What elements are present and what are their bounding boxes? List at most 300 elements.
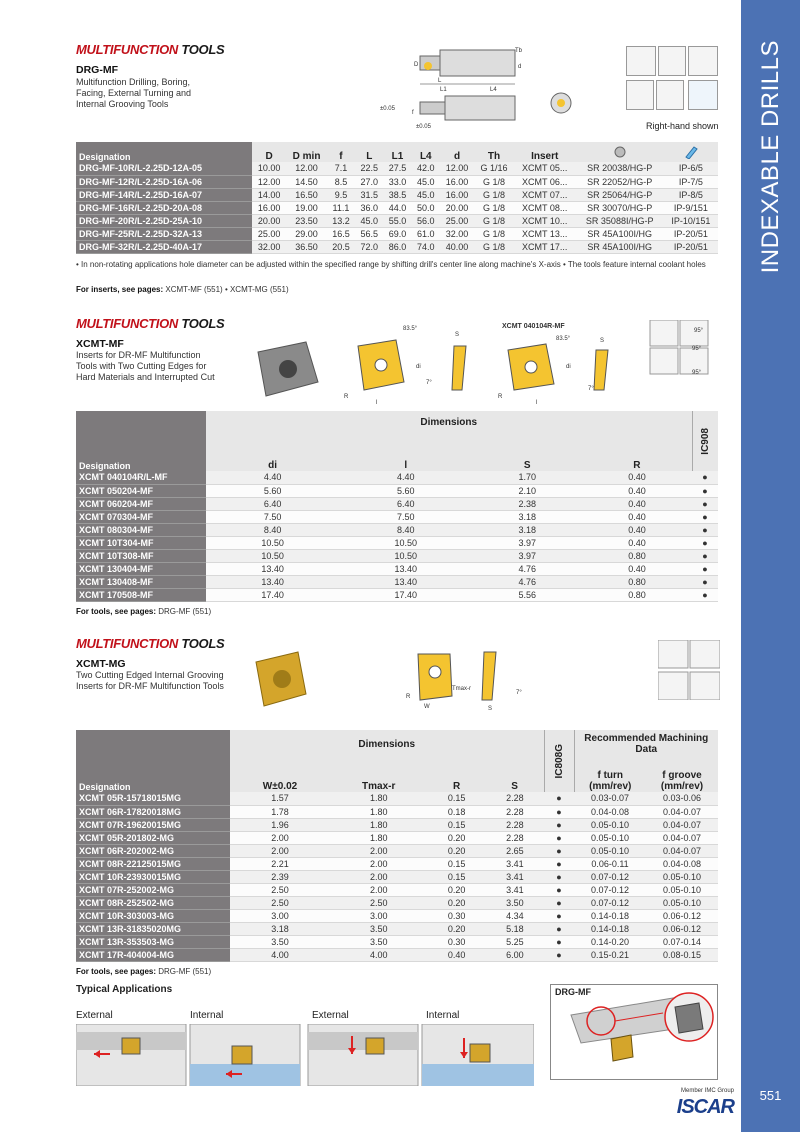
drg-mf-row [76, 188, 718, 201]
svg-text:D: D [414, 62, 419, 68]
drg-mf-cell: XCMT 07... [514, 188, 576, 201]
drg-mf-cell: 45.0 [412, 188, 440, 201]
xcmt-mf-cell: 4.76 [472, 562, 582, 575]
xcmt-mg-cell: 0.07-0.12 [574, 883, 646, 896]
xcmt-mg-designation: XCMT 10R-23930015MG [76, 870, 230, 883]
drg-mf-cell: 10.00 [252, 162, 286, 175]
xcmt-mf-row [76, 484, 718, 497]
xcmt-mg-row [76, 909, 718, 922]
xcmt-mg-row [76, 948, 718, 961]
xcmt-mg-cell: 0.05-0.10 [574, 831, 646, 844]
xcmt-mf-row [76, 549, 718, 562]
xcmt-mg-cell: 3.50 [330, 935, 427, 948]
sidebar [741, 0, 800, 1132]
xcmt-mf-cell: 2.10 [472, 484, 582, 497]
drg-mf-cell: 72.0 [355, 240, 383, 253]
drg-mf-cell: 19.00 [286, 201, 327, 214]
xcmt-mg-cell: ● [544, 909, 574, 922]
drg-mf-cell: IP-20/51 [664, 227, 718, 240]
screw-icon [613, 145, 627, 159]
drg-mf-cell: SR 45A100I/HG [576, 240, 664, 253]
drg-mf-cell: G 1/8 [474, 214, 514, 227]
xcmt-mg-cell: ● [544, 818, 574, 831]
xcmt-mf-cell: 6.40 [339, 497, 472, 510]
xcmt-mg-row [76, 831, 718, 844]
xcmt-mg-row [76, 896, 718, 909]
svg-text:S: S [488, 706, 493, 712]
xcmt-mg-designation: XCMT 10R-303003-MG [76, 909, 230, 922]
xcmt-mg-cell: 0.04-0.07 [646, 844, 718, 857]
drg-mf-cell: SR 45A100I/HG [576, 227, 664, 240]
xcmt-mg-cell: 0.20 [427, 896, 485, 909]
drg-mf-cell: 27.0 [355, 175, 383, 188]
xcmt-mf-cell: 2.38 [472, 497, 582, 510]
xcmt-mg-cell: 2.50 [330, 896, 427, 909]
xcmt-mg-cell: ● [544, 922, 574, 935]
section1-title: MULTIFUNCTION TOOLS [76, 42, 225, 57]
xcmt-mf-cell: 3.18 [472, 510, 582, 523]
svg-text:83.5°: 83.5° [403, 326, 418, 332]
xcmt-mg-cell: 0.20 [427, 844, 485, 857]
drg-mf-cell: 86.0 [383, 240, 411, 253]
drg-mf-designation: DRG-MF-32R/L-2.25D-40A-17 [76, 240, 252, 253]
svg-text:±0.05: ±0.05 [380, 106, 395, 112]
drg-mf-cell: IP-8/5 [664, 188, 718, 201]
svg-text:L4: L4 [490, 87, 497, 93]
xcmt-mg-cell: 1.80 [330, 831, 427, 844]
drg-mf-cell: 20.00 [440, 201, 474, 214]
drg-mf-cell: XCMT 08... [514, 201, 576, 214]
xcmt-mg-cell: ● [544, 870, 574, 883]
drg-mf-cell: IP-6/5 [664, 162, 718, 175]
xcmt-mg-cell: 0.14-0.18 [574, 922, 646, 935]
xcmt-mf-cell: 5.56 [472, 588, 582, 601]
drg-mf-table: Designation D D min f L L1 L4 d Th Insert DRG-MF-10R/L-2.25D-12A-05 10.00 12.00 7.1 22.5 27.5 42.0 12.00 G 1/16 XCMT 05... SR 20038/HG-P IP-6/5 DRG-MF-12R/L-2.25D-16A-06 12.00 14.50 8.5 27.0 33.0 45.0 16.00 G 1/8 XCMT 06... SR 22052/HG-P IP-7/5 DRG-MF-14R/L-2.25D-16A-07 14.00 16.50 9.5 31.5 38.5 45.0 16.00 G 1/8 XCMT 07... SR 25064/HG-P IP-8/5 DRG-MF-16R/L-2.25D-20A-08 16.00 19.00 11.1 36.0 44.0 50.0 20.00 G 1/8 XCMT 08... SR 30070/HG-P IP-9/151 DRG-MF-20R/L-2.25D-25A-10 20.00 23.50 13.2 45.0 55.0 56.0 25.00 G 1/8 XCMT 10... SR 35088I/HG-P IP-10/151 DRG-MF-25R/L-2.25D-32A-13 25.00 29.00 16.5 56.5 69.0 61.0 32.00 G 1/8 XCMT 13... SR 45A100I/HG IP-20/51 DRG-MF-32R/L-2.25D-40A-17 32.00 36.50 20.5 72.0 86.0 74.0 40.00 G 1/8 XCMT 17... SR 45A100I/HG IP-20/51 [76, 142, 718, 254]
xcmt-mf-cell: 6.40 [206, 497, 339, 510]
xcmt-mg-cell: 2.21 [230, 857, 330, 870]
xcmt-mf-designation: XCMT 040104R/L-MF [76, 471, 206, 484]
xcmt-mf-cell: 0.80 [582, 588, 692, 601]
xcmt-mg-cell: 0.20 [427, 922, 485, 935]
xcmt-mg-cell: 0.03-0.07 [574, 792, 646, 805]
drill-end-view [550, 92, 572, 114]
drg-mf-cell: 12.00 [286, 162, 327, 175]
xcmt-mf-cell: ● [692, 588, 718, 601]
drg-mf-designation: DRG-MF-12R/L-2.25D-16A-06 [76, 175, 252, 188]
xcmt-mg-cell: 3.00 [330, 909, 427, 922]
drg-mf-cell: 32.00 [252, 240, 286, 253]
drg-mf-cell: 20.5 [327, 240, 355, 253]
svg-text:S: S [455, 332, 460, 338]
xcmt-mg-cell: 1.80 [330, 818, 427, 831]
xcmt-mg-designation: XCMT 13R-31835020MG [76, 922, 230, 935]
xcmt-mf-designation: XCMT 130408-MF [76, 575, 206, 588]
xcmt-mf-row [76, 510, 718, 523]
svg-text:l: l [536, 400, 538, 404]
svg-text:d: d [518, 64, 522, 70]
drg-mf-cell: SR 25064/HG-P [576, 188, 664, 201]
xcmt-mf-cell: 17.40 [206, 588, 339, 601]
xcmt-mf-cell: 10.50 [206, 549, 339, 562]
xcmt-mg-row [76, 870, 718, 883]
section3-app-icons [658, 640, 720, 700]
xcmt-mg-cell: 0.05-0.10 [646, 896, 718, 909]
section3-title: MULTIFUNCTION TOOLS [76, 636, 225, 651]
xcmt-mg-cell: 3.41 [486, 883, 544, 896]
drg-mf-designation: DRG-MF-16R/L-2.25D-20A-08 [76, 201, 252, 214]
drg-mf-cell: 44.0 [383, 201, 411, 214]
drg-mf-cell: 11.1 [327, 201, 355, 214]
xcmt-mf-cell: 3.97 [472, 536, 582, 549]
xcmt-mf-cell: 5.60 [339, 484, 472, 497]
typical-applications-title: Typical Applications [76, 984, 173, 995]
key-icon [684, 145, 698, 159]
xcmt-mg-cell: 2.00 [330, 870, 427, 883]
drg-mf-cell: 12.00 [252, 175, 286, 188]
xcmt-mg-cell: 3.18 [230, 922, 330, 935]
drg-mf-cell: 16.00 [252, 201, 286, 214]
application-icons [626, 46, 718, 120]
drg-mf-callout-label: DRG-MF [555, 987, 591, 997]
drg-mf-cell: 16.00 [440, 188, 474, 201]
drg-mf-designation: DRG-MF-20R/L-2.25D-25A-10 [76, 214, 252, 227]
drg-mf-row [76, 175, 718, 188]
drg-mf-cell: 50.0 [412, 201, 440, 214]
xcmt-mg-designation: XCMT 13R-353503-MG [76, 935, 230, 948]
right-hand-note: Right-hand shown [646, 121, 719, 131]
svg-text:di: di [566, 364, 571, 370]
xcmt-mg-cell: 3.41 [486, 870, 544, 883]
xcmt-mf-cell: 0.40 [582, 523, 692, 536]
xcmt-mf-cell: 17.40 [339, 588, 472, 601]
drg-mf-cell: 56.0 [412, 214, 440, 227]
xcmt-mg-cell: 5.25 [486, 935, 544, 948]
xcmt-mg-cell: 0.04-0.08 [574, 805, 646, 818]
xcmt-mg-cell: 6.00 [486, 948, 544, 961]
insert-mf-drawing [340, 320, 710, 404]
drg-mf-cell: 40.00 [440, 240, 474, 253]
section3-product: XCMT-MG [76, 658, 126, 670]
xcmt-mg-row [76, 844, 718, 857]
drg-mf-cell: 45.0 [412, 175, 440, 188]
xcmt-mg-cell: ● [544, 935, 574, 948]
drg-mf-designation: DRG-MF-10R/L-2.25D-12A-05 [76, 162, 252, 175]
xcmt-mg-cell: 0.15 [427, 818, 485, 831]
xcmt-mf-cell: 4.40 [206, 471, 339, 484]
drg-mf-cell: 32.00 [440, 227, 474, 240]
drg-mf-cell: 69.0 [383, 227, 411, 240]
xcmt-mf-cell: ● [692, 523, 718, 536]
xcmt-mf-cell: 10.50 [339, 536, 472, 549]
svg-text:S: S [600, 338, 605, 344]
xcmt-mg-cell: 0.15 [427, 792, 485, 805]
xcmt-mg-table: Designation Dimensions IC808G Recommended Machining Data W±0.02 Tmax-r R S f turn (mm/rev) f groove (mm/rev) XCMT 05R-15718015MG 1.57 1.80 0.15 2.28 ● 0.03-0.07 0.03-0.06 XCMT 06R-17820018MG 1.78 1.80 0.18 2.28 ● 0.04-0.08 0.04-0.07 XCMT 07R-19620015MG 1.96 1.80 0.15 2.28 ● 0.05-0.10 0.04-0.07 XCMT 05R-201802-MG 2.00 1.80 0.20 2.28 ● 0.05-0.10 0.04-0.07 XCMT 06R-202002-MG 2.00 2.00 0.20 2.65 ● 0.05-0.10 0.04-0.07 XCMT 08R-22125015MG 2.21 2.00 0.15 3.41 ● 0.06-0.11 0.04-0.08 XCMT 10R-23930015MG 2.39 2.00 0.15 3.41 ● 0.07-0.12 0.05-0.10 XCMT 07R-252002-MG 2.50 2.00 0.20 3.41 ● 0.07-0.12 0.05-0.10 XCMT 08R-252502-MG 2.50 2.50 0.20 3.50 ● 0.07-0.12 0.05-0.10 XCMT 10R-303003-MG 3.00 3.00 0.30 4.34 ● 0.14-0.18 0.06-0.12 XCMT 13R-31835020MG 3.18 3.50 0.20 5.18 ● 0.14-0.18 0.06-0.12 XCMT 13R-353503-MG 3.50 3.50 0.30 5.25 ● 0.14-0.20 0.07-0.14 XCMT 17R-404004-MG 4.00 4.00 0.40 6.00 ● 0.15-0.21 0.08-0.15 [76, 730, 718, 962]
drg-mf-cell: 33.0 [383, 175, 411, 188]
xcmt-mf-cell: 13.40 [339, 575, 472, 588]
xcmt-mg-cell: 0.04-0.07 [646, 818, 718, 831]
svg-text:L: L [438, 78, 442, 84]
drg-mf-cell: XCMT 06... [514, 175, 576, 188]
section3-tool-ref: For tools, see pages: DRG-MF (551) [76, 967, 212, 976]
xcmt-mf-designation: XCMT 060204-MF [76, 497, 206, 510]
drg-mf-cell: 42.0 [412, 162, 440, 175]
drg-mf-cell: 7.1 [327, 162, 355, 175]
drg-mf-cell: IP-20/51 [664, 240, 718, 253]
drg-mf-cell: 9.5 [327, 188, 355, 201]
insert-mf-photo [248, 338, 322, 400]
drg-mf-callout [550, 984, 718, 1080]
svg-text:W: W [424, 704, 430, 710]
xcmt-mf-cell: 8.40 [206, 523, 339, 536]
typical-label-internal-1: Internal [190, 1010, 224, 1021]
xcmt-mf-cell: 4.40 [339, 471, 472, 484]
drg-mf-row [76, 201, 718, 214]
drg-mf-cell: 16.5 [327, 227, 355, 240]
xcmt-mf-cell: ● [692, 510, 718, 523]
xcmt-mg-cell: 2.00 [330, 883, 427, 896]
drg-mf-cell: IP-10/151 [664, 214, 718, 227]
svg-text:83.5°: 83.5° [556, 336, 571, 342]
svg-text:di: di [416, 364, 421, 370]
xcmt-mg-designation: XCMT 08R-252502-MG [76, 896, 230, 909]
xcmt-mg-cell: 0.07-0.12 [574, 896, 646, 909]
drg-mf-cell: 12.00 [440, 162, 474, 175]
xcmt-mg-cell: 4.00 [230, 948, 330, 961]
xcmt-mg-cell: 2.00 [330, 844, 427, 857]
insert-mg-photo [248, 648, 312, 712]
xcmt-mf-cell: ● [692, 497, 718, 510]
svg-text:l: l [376, 400, 378, 404]
drg-mf-cell: 56.5 [355, 227, 383, 240]
xcmt-mg-cell: 2.65 [486, 844, 544, 857]
xcmt-mf-cell: 13.40 [206, 575, 339, 588]
xcmt-mg-cell: 0.06-0.11 [574, 857, 646, 870]
drg-mf-cell: 36.0 [355, 201, 383, 214]
xcmt-mg-designation: XCMT 08R-22125015MG [76, 857, 230, 870]
section2-tool-ref: For tools, see pages: DRG-MF (551) [76, 607, 212, 616]
xcmt-mg-cell: 1.57 [230, 792, 330, 805]
xcmt-mf-cell: 0.80 [582, 549, 692, 562]
svg-text:7°: 7° [426, 380, 432, 386]
xcmt-mg-cell: 2.39 [230, 870, 330, 883]
xcmt-mf-row [76, 471, 718, 484]
svg-text:95°: 95° [692, 346, 702, 352]
xcmt-mg-cell: ● [544, 896, 574, 909]
drg-mf-cell: 8.5 [327, 175, 355, 188]
xcmt-mg-designation: XCMT 17R-404004-MG [76, 948, 230, 961]
xcmt-mg-cell: ● [544, 883, 574, 896]
xcmt-mf-designation: XCMT 080304-MF [76, 523, 206, 536]
xcmt-mg-cell: 2.28 [486, 818, 544, 831]
xcmt-mf-cell: 0.40 [582, 510, 692, 523]
xcmt-mf-cell: 3.18 [472, 523, 582, 536]
xcmt-mf-designation: XCMT 050204-MF [76, 484, 206, 497]
drg-mf-cell: XCMT 17... [514, 240, 576, 253]
drg-mf-cell: SR 35088I/HG-P [576, 214, 664, 227]
drg-mf-cell: SR 30070/HG-P [576, 201, 664, 214]
xcmt-mf-cell: 8.40 [339, 523, 472, 536]
sidebar-title: INDEXABLE DRILLS [756, 40, 784, 274]
xcmt-mg-cell: 3.50 [230, 935, 330, 948]
xcmt-mg-cell: 0.30 [427, 909, 485, 922]
xcmt-mg-cell: 0.07-0.12 [574, 870, 646, 883]
drg-mf-cell: 22.5 [355, 162, 383, 175]
xcmt-mf-cell: 0.40 [582, 484, 692, 497]
xcmt-mg-cell: 2.50 [230, 883, 330, 896]
xcmt-mg-cell: 0.08-0.15 [646, 948, 718, 961]
section1-insert-ref: For inserts, see pages: XCMT-MF (551) • XCMT-MG (551) [76, 285, 289, 294]
xcmt-mg-row [76, 805, 718, 818]
svg-text:95°: 95° [692, 370, 702, 376]
drg-mf-cell: XCMT 10... [514, 214, 576, 227]
xcmt-mg-cell: ● [544, 831, 574, 844]
xcmt-mg-row [76, 857, 718, 870]
xcmt-mg-cell: 1.80 [330, 805, 427, 818]
drg-mf-cell: 27.5 [383, 162, 411, 175]
drg-mf-cell: IP-7/5 [664, 175, 718, 188]
xcmt-mg-cell: 0.05-0.10 [574, 844, 646, 857]
svg-text:R: R [344, 394, 349, 400]
drg-mf-cell: G 1/8 [474, 175, 514, 188]
svg-text:7°: 7° [588, 386, 594, 392]
xcmt-mg-designation: XCMT 06R-202002-MG [76, 844, 230, 857]
drg-mf-cell: XCMT 05... [514, 162, 576, 175]
xcmt-mg-cell: 2.00 [230, 844, 330, 857]
drg-mf-cell: 45.0 [355, 214, 383, 227]
xcmt-mg-row [76, 922, 718, 935]
xcmt-mf-designation: XCMT 130404-MF [76, 562, 206, 575]
drg-mf-cell: G 1/8 [474, 201, 514, 214]
drg-mf-cell: SR 20038/HG-P [576, 162, 664, 175]
xcmt-mg-cell: 2.28 [486, 792, 544, 805]
xcmt-mf-cell: ● [692, 549, 718, 562]
section1-note: • In non-rotating applications hole diameter can be adjusted within the specified range by shifting drill's center line along machine's X-axis • The tools feature internal coolant holes [76, 260, 706, 269]
xcmt-mg-cell: 0.15 [427, 857, 485, 870]
svg-text:R: R [406, 694, 411, 700]
typical-label-external-1: External [76, 1010, 113, 1021]
xcmt-mg-cell: 2.00 [330, 857, 427, 870]
xcmt-mf-cell: ● [692, 484, 718, 497]
xcmt-mg-cell: 2.00 [230, 831, 330, 844]
typical-label-internal-2: Internal [426, 1010, 460, 1021]
xcmt-mf-cell: ● [692, 536, 718, 549]
svg-text:XCMT 040104R-MF: XCMT 040104R-MF [502, 323, 565, 330]
typical-applications-images [76, 1024, 534, 1086]
xcmt-mf-designation: XCMT 170508-MF [76, 588, 206, 601]
drg-mf-cell: 25.00 [252, 227, 286, 240]
xcmt-mg-cell: 0.14-0.20 [574, 935, 646, 948]
xcmt-mg-cell: 4.00 [330, 948, 427, 961]
drg-mf-callout-image [551, 985, 717, 1079]
xcmt-mg-cell: 0.04-0.07 [646, 831, 718, 844]
xcmt-mg-designation: XCMT 05R-201802-MG [76, 831, 230, 844]
xcmt-mf-table: Designation Dimensions IC908 di l S R XCMT 040104R/L-MF 4.40 4.40 1.70 0.40 ● XCMT 050204-MF 5.60 5.60 2.10 0.40 ● XCMT 060204-MF 6.40 6.40 2.38 0.40 ● XCMT 070304-MF 7.50 7.50 3.18 0.40 ● XCMT 080304-MF 8.40 8.40 3.18 0.40 ● XCMT 10T304-MF 10.50 10.50 3.97 0.40 ● XCMT 10T308-MF 10.50 10.50 3.97 0.80 ● XCMT 130404-MF 13.40 13.40 4.76 0.40 ● XCMT 130408-MF 13.40 13.40 4.76 0.80 ● XCMT 170508-MF 17.40 17.40 5.56 0.80 ● [76, 411, 718, 602]
xcmt-mg-designation: XCMT 07R-19620015MG [76, 818, 230, 831]
xcmt-mg-cell: 0.05-0.10 [646, 870, 718, 883]
xcmt-mg-cell: 1.80 [330, 792, 427, 805]
drg-mf-cell: 38.5 [383, 188, 411, 201]
svg-text:L1: L1 [440, 87, 447, 93]
xcmt-mf-row [76, 497, 718, 510]
drg-mf-cell: 16.00 [440, 175, 474, 188]
drg-mf-cell: XCMT 13... [514, 227, 576, 240]
xcmt-mf-cell: 10.50 [339, 549, 472, 562]
drg-mf-cell: 36.50 [286, 240, 327, 253]
xcmt-mg-cell: 3.50 [330, 922, 427, 935]
xcmt-mf-cell: 5.60 [206, 484, 339, 497]
section2-title: MULTIFUNCTION TOOLS [76, 316, 225, 331]
section1-desc: Multifunction Drilling, Boring, Facing, External Turning and Internal Grooving Tools [76, 77, 192, 109]
xcmt-mg-cell: ● [544, 948, 574, 961]
xcmt-mg-designation: XCMT 06R-17820018MG [76, 805, 230, 818]
svg-text:95°: 95° [694, 328, 704, 334]
xcmt-mg-cell: 0.15-0.21 [574, 948, 646, 961]
drg-mf-cell: 23.50 [286, 214, 327, 227]
xcmt-mg-cell: 0.03-0.06 [646, 792, 718, 805]
xcmt-mg-cell: 0.05-0.10 [574, 818, 646, 831]
drg-mf-row [76, 227, 718, 240]
xcmt-mg-row [76, 883, 718, 896]
xcmt-mf-cell: 0.40 [582, 471, 692, 484]
xcmt-mf-cell: 7.50 [206, 510, 339, 523]
drg-mf-cell: 31.5 [355, 188, 383, 201]
xcmt-mf-cell: 3.97 [472, 549, 582, 562]
xcmt-mg-cell: 0.06-0.12 [646, 909, 718, 922]
xcmt-mf-designation: XCMT 10T304-MF [76, 536, 206, 549]
drg-mf-row [76, 214, 718, 227]
xcmt-mg-cell: 1.96 [230, 818, 330, 831]
xcmt-mg-cell: 0.15 [427, 870, 485, 883]
iscar-logo: Member IMC Group ISCAR [676, 1088, 734, 1118]
section1-product: DRG-MF [76, 64, 118, 76]
drg-mf-cell: 14.50 [286, 175, 327, 188]
xcmt-mg-row [76, 792, 718, 805]
xcmt-mg-cell: 1.78 [230, 805, 330, 818]
svg-text:Tmax-r: Tmax-r [452, 686, 471, 692]
drg-mf-designation: DRG-MF-14R/L-2.25D-16A-07 [76, 188, 252, 201]
xcmt-mg-cell: 0.14-0.18 [574, 909, 646, 922]
xcmt-mg-cell: 5.18 [486, 922, 544, 935]
xcmt-mg-cell: 0.04-0.07 [646, 805, 718, 818]
drg-mf-cell: G 1/8 [474, 227, 514, 240]
xcmt-mf-row [76, 536, 718, 549]
xcmt-mg-cell: 3.41 [486, 857, 544, 870]
svg-text:±0.05: ±0.05 [416, 124, 431, 130]
xcmt-mg-cell: 0.06-0.12 [646, 922, 718, 935]
drg-mf-designation: DRG-MF-25R/L-2.25D-32A-13 [76, 227, 252, 240]
xcmt-mf-cell: ● [692, 575, 718, 588]
xcmt-mg-cell: 4.34 [486, 909, 544, 922]
xcmt-mg-cell: 3.00 [230, 909, 330, 922]
xcmt-mg-cell: ● [544, 844, 574, 857]
xcmt-mg-row [76, 935, 718, 948]
drg-mf-cell: G 1/8 [474, 240, 514, 253]
xcmt-mg-cell: 0.40 [427, 948, 485, 961]
typical-label-external-2: External [312, 1010, 349, 1021]
drg-mf-cell: 25.00 [440, 214, 474, 227]
svg-text:f: f [412, 110, 414, 116]
drg-mf-cell: 74.0 [412, 240, 440, 253]
xcmt-mf-cell: 0.40 [582, 497, 692, 510]
xcmt-mf-cell: ● [692, 471, 718, 484]
drg-mf-cell: IP-9/151 [664, 201, 718, 214]
section3-desc: Two Cutting Edged Internal Grooving Inserts for DR-MF Multifunction Tools [76, 670, 224, 691]
xcmt-mg-cell: 0.07-0.14 [646, 935, 718, 948]
xcmt-mf-row [76, 523, 718, 536]
xcmt-mf-designation: XCMT 070304-MF [76, 510, 206, 523]
xcmt-mg-cell: 0.18 [427, 805, 485, 818]
drg-mf-cell: 13.2 [327, 214, 355, 227]
